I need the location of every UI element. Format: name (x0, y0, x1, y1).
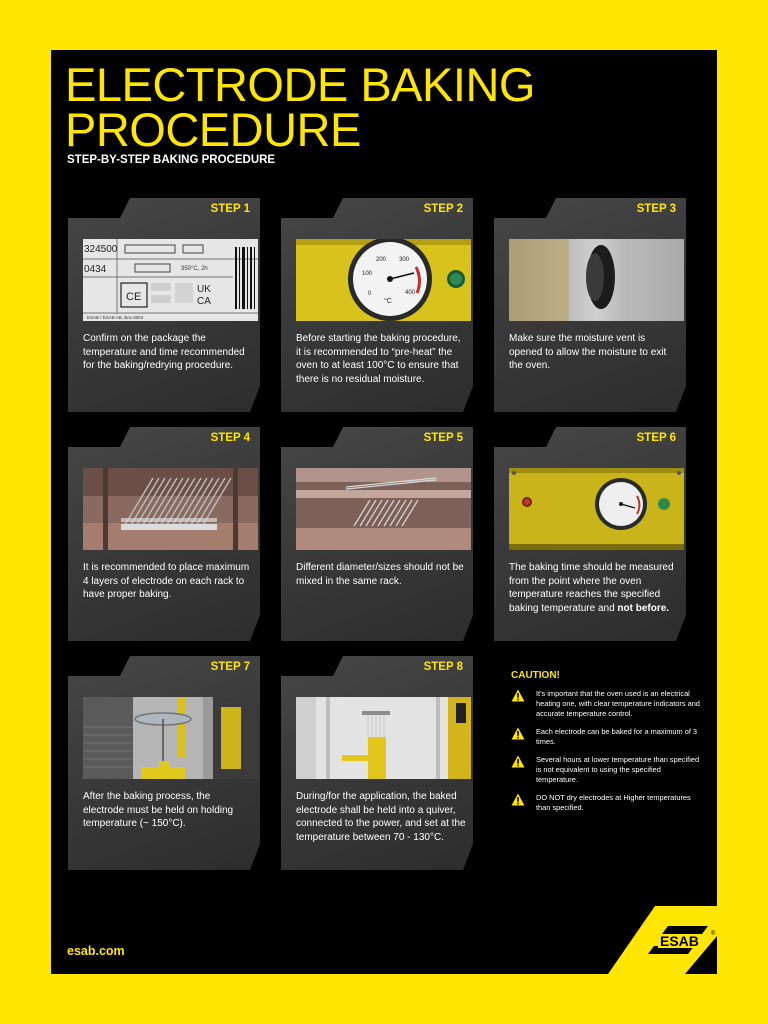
caution-item (511, 727, 701, 747)
caution-item (511, 793, 701, 813)
gauge-tick-100: 100 (362, 271, 373, 277)
website-link[interactable]: esab.com (67, 944, 125, 958)
step-text: After the baking process, the electrode must be held on holding temperature (~ 150°C). (83, 791, 234, 829)
step-card-3 (494, 198, 686, 412)
step-text: Different diameter/sizes should not be mixed in the same rack. (296, 562, 464, 587)
label-temperature: 350°C, 2h (181, 266, 208, 272)
holding-oven-photo (83, 697, 258, 779)
step-card-7 (68, 656, 260, 870)
gauge-tick-300: 300 (399, 257, 410, 263)
gauge-unit: °C (384, 298, 392, 305)
logo-registered-mark: ® (711, 931, 716, 937)
step-label: STEP 4 (210, 432, 250, 444)
step-text: Make sure the moisture vent is opened to allow the moisture to exit the oven. (509, 333, 667, 371)
step-text: Before starting the baking procedure, it is recommended to “pre-heat” the oven to at least 100°C to ensure that there is no residual moisture. (296, 333, 461, 385)
title-line-1: ELECTRODE BAKING (65, 58, 535, 111)
step-card-2 (281, 198, 473, 412)
step-text (509, 561, 679, 615)
step-card-4 (68, 427, 260, 641)
step-card-5 (281, 427, 473, 641)
ukca-mark-line-1: UK (197, 284, 211, 295)
step-card-6 (494, 427, 686, 641)
warning-triangle-icon (511, 755, 525, 768)
oven-thermometer-photo (296, 239, 471, 321)
step-label: STEP 1 (210, 203, 250, 215)
gauge-tick-200: 200 (376, 257, 387, 263)
step-label: STEP 8 (423, 661, 463, 673)
step-card-1 (68, 198, 260, 412)
step-text-main: The baking time should be measured from the point where the oven temperature reaches the specified baking temperature and (509, 562, 674, 614)
oven-control-panel-photo (509, 468, 684, 550)
caution-box (511, 670, 701, 821)
electrode-rack-photo (83, 468, 258, 550)
esab-logo (608, 906, 717, 979)
caution-item (511, 689, 701, 719)
electrode-quiver-photo (296, 697, 471, 779)
page-title (65, 58, 535, 156)
step-text-emphasis: not before. (617, 602, 670, 614)
ce-mark: CE (126, 291, 142, 303)
caution-title: CAUTION! (511, 670, 560, 681)
step-label: STEP 6 (636, 432, 676, 444)
poster-panel (51, 50, 717, 974)
label-code-1: 324500 (84, 244, 118, 255)
warning-triangle-icon (511, 727, 525, 740)
label-footer-text: ESAB / ESAB AB, Box 8004 (87, 315, 144, 320)
step-label: STEP 3 (636, 203, 676, 215)
step-text: It is recommended to place maximum 4 layers of electrode on each rack to have proper baking. (83, 562, 250, 600)
caution-text: Several hours at lower temperature than specified is not equivalent to using the specified temperature. (536, 755, 700, 784)
moisture-vent-photo (509, 239, 684, 321)
logo-text: ESAB (660, 933, 699, 949)
label-code-2: 0434 (84, 264, 107, 275)
oven-racks-photo (296, 468, 471, 550)
warning-triangle-icon (511, 689, 525, 702)
warning-triangle-icon (511, 793, 525, 806)
caution-text: It's important that the oven used is an electrical heating one, with clear temperature indicators and accurate temperature control. (536, 689, 700, 718)
caution-text: DO NOT dry electrodes at Higher temperatures than specified. (536, 793, 691, 812)
step-card-8 (281, 656, 473, 870)
step-label: STEP 2 (423, 203, 463, 215)
step-label: STEP 5 (423, 432, 463, 444)
ukca-mark-line-2: CA (197, 296, 211, 307)
step-text: Confirm on the package the temperature and time recommended for the baking/redrying procedure. (83, 333, 245, 371)
page-subtitle: STEP-BY-STEP BAKING PROCEDURE (67, 154, 276, 166)
title-line-2: PROCEDURE (65, 103, 361, 156)
step-text: During/for the application, the baked electrode shall be held into a quiver, connected to the power, and set at the temperature between 70 - 130°C. (296, 791, 466, 843)
gauge-tick-0: 0 (368, 291, 372, 297)
package-label-photo (83, 239, 258, 321)
caution-item (511, 755, 701, 785)
step-label: STEP 7 (210, 661, 250, 673)
gauge-tick-400: 400 (405, 290, 416, 296)
caution-text: Each electrode can be baked for a maximum of 3 times. (536, 727, 698, 746)
